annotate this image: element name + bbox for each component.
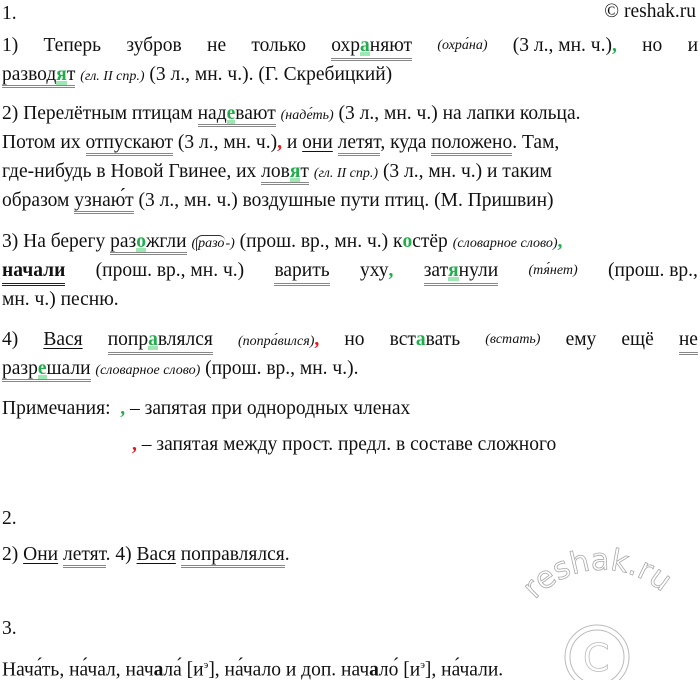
task3-number: 3. bbox=[2, 618, 17, 639]
clause-comma: , bbox=[314, 329, 320, 350]
homogeneous-comma: , bbox=[388, 260, 394, 281]
predicate-word: надевают bbox=[198, 103, 276, 127]
sentence3-line2: начали (прош. вр., мн. ч.) варить уху, затянули (тя́нет) (прош. вр., bbox=[2, 259, 698, 286]
homogeneous-comma: , bbox=[557, 231, 563, 252]
green-comma-legend: , bbox=[120, 398, 126, 419]
check-word: (охра́на) bbox=[437, 38, 488, 53]
predicate-word: разводят bbox=[2, 64, 75, 88]
sentence2-line4: образом узнаю́т (3 л., мн. ч.) воздушные пути птиц. (М. Пришвин) bbox=[2, 189, 554, 213]
homogeneous-comma: , bbox=[611, 35, 617, 56]
task1-number: 1. bbox=[2, 3, 17, 24]
task3-answer: Нача́ть, на́чал, начала́ $[и^э]$, на́чало и доп. начало́ $[и^э]$, на́чали. bbox=[2, 659, 504, 681]
predicate-word-bold: начали bbox=[2, 259, 65, 286]
sentence4-line2: разрешали (словарное слово) (прош. вр., мн. ч.). bbox=[2, 357, 358, 383]
sentence3-line1: 3) На берегу разожгли ( разо-) (прош. вр., мн. ч.) костёр (словарное слово), bbox=[2, 230, 562, 256]
notes-line1: Примечания: , – запятая при однородных членах bbox=[2, 398, 411, 419]
task2-number: 2. bbox=[2, 508, 17, 529]
copyright-label: © reshak.ru bbox=[604, 1, 696, 22]
subject-word: Вася bbox=[43, 329, 83, 350]
svg-text:C: C bbox=[583, 636, 610, 680]
sentence4-line1: 4) Вася поправлялся (попра́вился), но вставать (встать) ему ещё не bbox=[2, 328, 698, 355]
sentence2-line2: Потом их отпускают (3 л., мн. ч.), и они летят, куда положено. Там, bbox=[2, 131, 559, 155]
reshak-watermark bbox=[515, 545, 700, 680]
notes-line2: , – запятая между прост. предл. в составе сложного bbox=[132, 434, 557, 455]
svg-text:reshak.ru: reshak.ru bbox=[515, 545, 679, 606]
prefix-mark: разо bbox=[198, 236, 225, 251]
sentence1-line2: разводят (гл. II спр.) (3 л., мн. ч.). (Г. Скребицкий) bbox=[2, 63, 392, 89]
notes-label: Примечания: bbox=[2, 398, 111, 419]
sentence2-line3: где-нибудь в Новой Гвинее, их ловят (гл. II спр.) (3 л., мн. ч.) и таким bbox=[2, 160, 552, 186]
clause-comma: , bbox=[277, 132, 282, 153]
subject-word: они bbox=[302, 132, 333, 153]
sentence2-line1: 2) Перелётным птицам надевают (наде́ть) (3 л., мн. ч.) на лапки кольца. bbox=[2, 102, 580, 128]
red-comma-legend: , bbox=[132, 434, 137, 455]
sentence3-line3: мн. ч.) песню. bbox=[2, 289, 119, 310]
predicate-word: охраняют bbox=[331, 34, 412, 61]
sentence1-line1: 1) Теперь зубров не только охраняют (охра́на) (3 л., мн. ч.), но и bbox=[2, 34, 698, 61]
task2-answer: 2) Они летят. 4) Вася поправлялся. bbox=[2, 543, 290, 567]
